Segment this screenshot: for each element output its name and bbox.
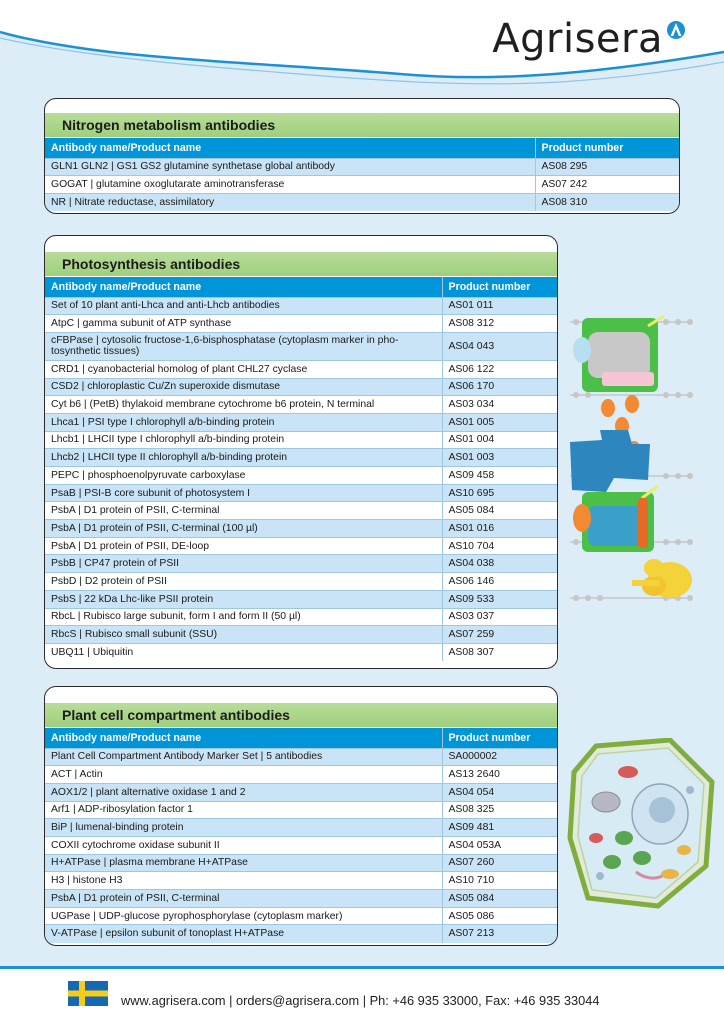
antibody-name: CRD1 | cyanobacterial homolog of plant CHL27 cyclase xyxy=(45,360,442,378)
table-row xyxy=(45,378,557,396)
product-number: AS08 310 xyxy=(535,193,679,211)
table-row xyxy=(45,315,557,333)
antibody-name: AtpC | gamma subunit of ATP synthase xyxy=(45,315,442,333)
product-number: AS07 213 xyxy=(442,925,557,943)
antibody-name: PsbA | D1 protein of PSII, C-terminal xyxy=(45,890,442,908)
table-row xyxy=(45,484,557,502)
table-row xyxy=(45,643,557,661)
product-number: AS05 086 xyxy=(442,907,557,925)
table-row xyxy=(45,854,557,872)
product-number: AS01 011 xyxy=(442,297,557,315)
antibody-name: Arf1 | ADP-ribosylation factor 1 xyxy=(45,801,442,819)
table-row xyxy=(45,890,557,908)
table-header-row xyxy=(45,277,557,297)
antibody-name: PEPC | phosphoenolpyruvate carboxylase xyxy=(45,467,442,485)
product-number: AS10 704 xyxy=(442,537,557,555)
product-number: AS10 710 xyxy=(442,872,557,890)
product-number: AS13 2640 xyxy=(442,766,557,784)
table-row xyxy=(45,766,557,784)
antibody-name: cFBPase | cytosolic fructose-1,6-bisphosphatase (cytoplasm marker in pho-tosynthetic tissues) xyxy=(45,332,442,360)
product-number: AS07 259 xyxy=(442,626,557,644)
antibody-name: V-ATPase | epsilon subunit of tonoplast H+ATPase xyxy=(45,925,442,943)
column-header-name: Antibody name/Product name xyxy=(45,138,535,158)
nitrogen-title: Nitrogen metabolism antibodies xyxy=(45,113,679,137)
product-number: AS08 325 xyxy=(442,801,557,819)
product-number: AS04 054 xyxy=(442,783,557,801)
table-row xyxy=(45,748,557,766)
antibody-name: Set of 10 plant anti-Lhca and anti-Lhcb antibodies xyxy=(45,297,442,315)
product-number: AS03 037 xyxy=(442,608,557,626)
antibody-name: H+ATPase | plasma membrane H+ATPase xyxy=(45,854,442,872)
product-number: AS04 053A xyxy=(442,836,557,854)
product-number: AS09 481 xyxy=(442,819,557,837)
antibody-name: UBQ11 | Ubiquitin xyxy=(45,643,442,661)
antibody-name: Lhca1 | PSI type I chlorophyll a/b-binding protein xyxy=(45,413,442,431)
antibody-name: PsbA | D1 protein of PSII, C-terminal xyxy=(45,502,442,520)
table-row xyxy=(45,193,679,211)
nitrogen-table xyxy=(45,138,679,211)
product-number: AS01 004 xyxy=(442,431,557,449)
antibody-name: Lhcb1 | LHCII type I chlorophyll a/b-binding protein xyxy=(45,431,442,449)
product-number: AS06 170 xyxy=(442,378,557,396)
column-header-name: Antibody name/Product name xyxy=(45,277,442,297)
table-row xyxy=(45,590,557,608)
product-number: AS01 005 xyxy=(442,413,557,431)
antibody-name: ACT | Actin xyxy=(45,766,442,784)
photosynthesis-title: Photosynthesis antibodies xyxy=(45,252,557,276)
antibody-name: Plant Cell Compartment Antibody Marker Set | 5 antibodies xyxy=(45,748,442,766)
column-header-number: Product number xyxy=(442,277,557,297)
table-row xyxy=(45,626,557,644)
brand-name: Agrisera xyxy=(492,16,663,62)
footer-contact: www.agrisera.com | orders@agrisera.com | Ph: +46 935 33000, Fax: +46 935 33044 xyxy=(121,993,600,1008)
table-row xyxy=(45,907,557,925)
product-number: AS03 034 xyxy=(442,396,557,414)
antibody-name: PsbS | 22 kDa Lhc-like PSII protein xyxy=(45,590,442,608)
antibody-name: BiP | lumenal-binding protein xyxy=(45,819,442,837)
table-header-row xyxy=(45,138,679,158)
antibody-name: Cyt b6 | (PetB) thylakoid membrane cytochrome b6 protein, N terminal xyxy=(45,396,442,414)
antibody-name: PsaB | PSI-B core subunit of photosystem I xyxy=(45,484,442,502)
thylakoid-membrane-illustration xyxy=(566,280,696,640)
antibody-name: PsbB | CP47 protein of PSII xyxy=(45,555,442,573)
product-number: AS04 038 xyxy=(442,555,557,573)
antibody-name: Lhcb2 | LHCII type II chlorophyll a/b-binding protein xyxy=(45,449,442,467)
table-row xyxy=(45,608,557,626)
brand-mark-icon xyxy=(666,20,686,40)
column-header-name: Antibody name/Product name xyxy=(45,728,442,748)
table-row xyxy=(45,158,679,176)
product-number: AS05 084 xyxy=(442,502,557,520)
plant-cell-title: Plant cell compartment antibodies xyxy=(45,703,557,727)
antibody-name: PsbD | D2 protein of PSII xyxy=(45,573,442,591)
table-row xyxy=(45,783,557,801)
table-row xyxy=(45,573,557,591)
antibody-name: H3 | histone H3 xyxy=(45,872,442,890)
table-row xyxy=(45,836,557,854)
product-number: AS09 458 xyxy=(442,467,557,485)
product-number: AS01 003 xyxy=(442,449,557,467)
column-header-number: Product number xyxy=(442,728,557,748)
table-row xyxy=(45,396,557,414)
table-row xyxy=(45,360,557,378)
antibody-name: COXII cytochrome oxidase subunit II xyxy=(45,836,442,854)
product-number: SA000002 xyxy=(442,748,557,766)
product-number: AS07 260 xyxy=(442,854,557,872)
antibody-name: AOX1/2 | plant alternative oxidase 1 and 2 xyxy=(45,783,442,801)
antibody-name: GOGAT | glutamine oxoglutarate aminotransferase xyxy=(45,176,535,194)
sweden-flag-icon xyxy=(68,981,108,1006)
table-row xyxy=(45,332,557,360)
photosynthesis-table xyxy=(45,277,557,661)
table-row xyxy=(45,467,557,485)
antibody-name: PsbA | D1 protein of PSII, DE-loop xyxy=(45,537,442,555)
antibody-name: RbcL | Rubisco large subunit, form I and form II (50 µl) xyxy=(45,608,442,626)
antibody-name: UGPase | UDP-glucose pyrophosphorylase (cytoplasm marker) xyxy=(45,907,442,925)
table-row xyxy=(45,502,557,520)
table-row xyxy=(45,431,557,449)
plant-cell-table xyxy=(45,728,557,943)
antibody-name: CSD2 | chloroplastic Cu/Zn superoxide dismutase xyxy=(45,378,442,396)
antibody-name: NR | Nitrate reductase, assimilatory xyxy=(45,193,535,211)
plant-cell-illustration xyxy=(566,738,718,910)
column-header-number: Product number xyxy=(535,138,679,158)
table-row xyxy=(45,449,557,467)
photosynthesis-panel xyxy=(44,235,558,669)
table-row xyxy=(45,176,679,194)
product-number: AS07 242 xyxy=(535,176,679,194)
product-number: AS08 312 xyxy=(442,315,557,333)
product-number: AS04 043 xyxy=(442,332,557,360)
product-number: AS08 307 xyxy=(442,643,557,661)
table-row xyxy=(45,801,557,819)
product-number: AS06 146 xyxy=(442,573,557,591)
table-row xyxy=(45,872,557,890)
antibody-name: GLN1 GLN2 | GS1 GS2 glutamine synthetase global antibody xyxy=(45,158,535,176)
table-row xyxy=(45,925,557,943)
table-row xyxy=(45,555,557,573)
table-row xyxy=(45,819,557,837)
product-number: AS08 295 xyxy=(535,158,679,176)
antibody-name: PsbA | D1 protein of PSII, C-terminal (100 µl) xyxy=(45,520,442,538)
table-header-row xyxy=(45,728,557,748)
table-row xyxy=(45,520,557,538)
table-row xyxy=(45,413,557,431)
nitrogen-panel xyxy=(44,98,680,214)
plant-cell-panel xyxy=(44,686,558,946)
product-number: AS06 122 xyxy=(442,360,557,378)
antibody-name: RbcS | Rubisco small subunit (SSU) xyxy=(45,626,442,644)
product-number: AS01 016 xyxy=(442,520,557,538)
table-row xyxy=(45,537,557,555)
table-row xyxy=(45,297,557,315)
brand-logo xyxy=(492,16,686,62)
product-number: AS05 084 xyxy=(442,890,557,908)
product-number: AS09 533 xyxy=(442,590,557,608)
footer-divider xyxy=(0,966,724,969)
product-number: AS10 695 xyxy=(442,484,557,502)
